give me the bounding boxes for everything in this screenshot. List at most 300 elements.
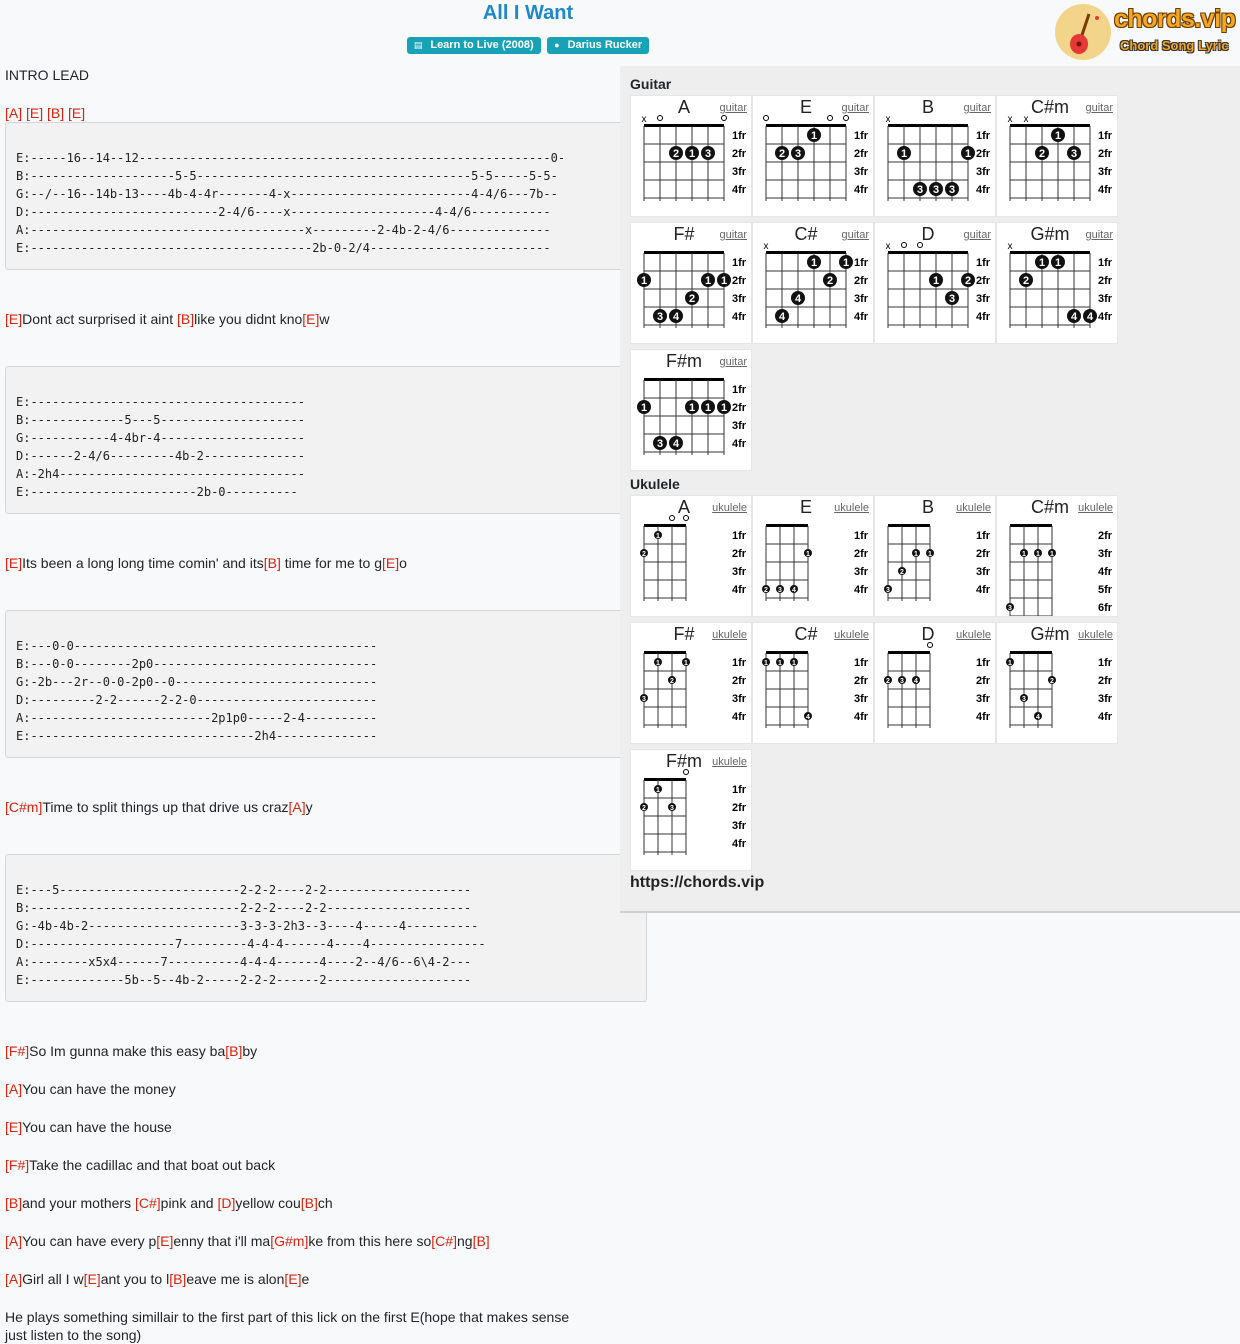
muted-string-marker: x <box>885 114 891 125</box>
svg-text:3: 3 <box>794 148 802 160</box>
lyric-line <box>5 1042 257 1060</box>
finger-dot <box>1067 309 1081 323</box>
lyric-text: just listen to the song) <box>5 1327 142 1343</box>
tab-block <box>5 122 647 270</box>
fret-label: 1fr <box>976 257 991 269</box>
lyric-text: You can have every p <box>22 1233 157 1249</box>
chord-link[interactable]: [E] <box>68 105 86 121</box>
svg-text:1: 1 <box>656 533 660 540</box>
finger-dot <box>1051 128 1065 142</box>
chord-diagram-guitar[interactable] <box>752 95 874 217</box>
chord-link[interactable]: [E] <box>302 311 320 327</box>
tab-text: E:---5-------------------------2-2-2----2-2-------------------- B:-----------------------------2-2-2----2-2-------------------- G:-4b-4b-2---------------------3-3-3-2h3--3----4-----4---------- D:--------------------7---------4-4-4------4----4---------------- A:--------x5x4------7----------4-4-4------4----2--4/6--6\4-2--- E:-------------5b--5--4b-2-----2-2-2------2-------------------- <box>16 883 486 987</box>
svg-text:1: 1 <box>778 660 782 667</box>
chord-diagram-guitar[interactable] <box>630 222 752 344</box>
fret-label: 2fr <box>732 402 747 414</box>
lyric-line <box>5 1156 275 1174</box>
svg-text:2: 2 <box>1038 148 1046 160</box>
muted-string-marker: x <box>885 241 891 252</box>
chord-link[interactable]: [C#] <box>431 1233 457 1249</box>
finger-dot <box>654 531 662 540</box>
fret-label: 1fr <box>1098 257 1113 269</box>
finger-dot <box>762 658 770 667</box>
fret-label: 4fr <box>976 184 991 196</box>
chord-type-link[interactable]: guitar <box>841 229 869 241</box>
chord-link[interactable]: [E] <box>156 1233 174 1249</box>
fret-label: 4fr <box>854 584 869 596</box>
chord-link[interactable]: [A] <box>5 1271 23 1287</box>
svg-text:4: 4 <box>1036 714 1040 721</box>
finger-dot <box>961 273 975 287</box>
finger-dot <box>1020 549 1028 558</box>
fret-label: 2fr <box>732 802 747 814</box>
svg-text:2: 2 <box>778 148 786 160</box>
finger-dot <box>685 291 699 305</box>
svg-text:1: 1 <box>720 402 728 414</box>
lyric-text: ng <box>456 1233 473 1249</box>
chord-type-link[interactable]: ukulele <box>1078 502 1113 514</box>
chord-link[interactable]: [E] <box>83 1271 101 1287</box>
chord-link[interactable]: [B] <box>300 1195 318 1211</box>
finger-dot <box>804 712 812 721</box>
finger-dot <box>1035 146 1049 160</box>
svg-text:3: 3 <box>948 293 956 305</box>
finger-dot <box>701 400 715 414</box>
guitar-icon <box>1055 4 1111 60</box>
chord-link[interactable]: [B] <box>47 105 65 121</box>
lyric-text: Time to split things up that drive us craz <box>42 799 289 815</box>
svg-text:3: 3 <box>1008 605 1012 612</box>
finger-dot <box>1019 273 1033 287</box>
chord-diagram-ukulele[interactable] <box>996 495 1118 617</box>
finger-dot <box>1083 309 1097 323</box>
fret-label: 3fr <box>1098 166 1113 178</box>
fret-label: 3fr <box>976 693 991 705</box>
chord-type-link[interactable]: guitar <box>719 356 747 368</box>
lyric-text: y <box>305 799 313 815</box>
fret-label: 4fr <box>1098 184 1113 196</box>
finger-dot <box>790 585 798 594</box>
svg-text:2: 2 <box>642 805 646 812</box>
logo-subtitle: Chord Song Lyric <box>1120 38 1229 53</box>
lyric-line <box>5 1080 176 1098</box>
lyric-line <box>5 1308 569 1326</box>
chord-link[interactable]: [D] <box>217 1195 236 1211</box>
finger-dot <box>682 658 690 667</box>
fret-label: 1fr <box>732 657 747 669</box>
finger-dot <box>1006 603 1014 612</box>
chord-diagram-guitar[interactable] <box>630 349 752 471</box>
chord-type-link[interactable]: ukulele <box>834 629 869 641</box>
svg-text:1: 1 <box>704 402 712 414</box>
finger-dot <box>668 676 676 685</box>
logo-title: chords.vip <box>1114 5 1236 33</box>
finger-dot <box>1020 694 1028 703</box>
muted-string-marker: x <box>1023 114 1029 125</box>
svg-text:1: 1 <box>810 130 818 142</box>
svg-text:1: 1 <box>842 257 850 269</box>
svg-text:1: 1 <box>1036 551 1040 558</box>
lyric-line <box>5 1118 172 1136</box>
lyric-text: Girl all I w <box>22 1271 84 1287</box>
chord-diagram-ukulele[interactable] <box>630 749 752 871</box>
chord-link[interactable]: [A] <box>5 105 23 121</box>
svg-text:1: 1 <box>688 148 696 160</box>
chord-name: E <box>799 97 812 117</box>
svg-text:1: 1 <box>656 787 660 794</box>
chord-link[interactable]: [E] <box>284 1271 302 1287</box>
lyric-text: ant you to l <box>100 1271 170 1287</box>
lyric-text: time for me to g <box>280 555 382 571</box>
fret-label: 4fr <box>976 584 991 596</box>
chord-link[interactable]: [A] <box>288 799 306 815</box>
svg-text:4: 4 <box>778 311 786 323</box>
artist-badge[interactable] <box>547 37 649 54</box>
fret-label: 1fr <box>732 130 747 142</box>
lyric-text: You can have the house <box>22 1119 172 1135</box>
finger-dot <box>898 676 906 685</box>
chord-diagram-ukulele[interactable] <box>630 622 752 744</box>
lyric-text: pink and <box>160 1195 218 1211</box>
chord-link[interactable]: [A] <box>5 1081 23 1097</box>
chord-type-link[interactable]: ukulele <box>712 502 747 514</box>
chord-diagram-ukulele[interactable] <box>874 495 996 617</box>
svg-text:1: 1 <box>656 660 660 667</box>
fret-label: 3fr <box>732 566 747 578</box>
chord-link[interactable]: [F#] <box>5 1043 30 1059</box>
finger-dot <box>791 291 805 305</box>
svg-text:1: 1 <box>720 275 728 287</box>
fret-label: 4fr <box>732 311 747 323</box>
svg-text:1: 1 <box>1038 257 1046 269</box>
chord-link[interactable]: [E] <box>5 555 23 571</box>
finger-dot <box>1067 146 1081 160</box>
chord-name: F#m <box>666 751 702 771</box>
finger-dot <box>961 146 975 160</box>
finger-dot <box>685 400 699 414</box>
chord-diagram-ukulele[interactable] <box>996 622 1118 744</box>
fret-label: 1fr <box>732 784 747 796</box>
svg-text:4: 4 <box>792 587 796 594</box>
finger-dot <box>790 658 798 667</box>
fret-label: 3fr <box>732 293 747 305</box>
svg-text:3: 3 <box>886 587 890 594</box>
svg-text:4: 4 <box>672 311 680 323</box>
finger-dot <box>654 658 662 667</box>
svg-text:1: 1 <box>928 551 932 558</box>
chord-name: C#m <box>1030 97 1069 117</box>
finger-dot <box>640 694 648 703</box>
svg-text:4: 4 <box>1070 311 1078 323</box>
lyric-text: enny that i'll ma <box>173 1233 271 1249</box>
chord-link[interactable]: [B] <box>176 311 195 327</box>
finger-dot <box>640 549 648 558</box>
chord-diagram-ukulele[interactable] <box>752 622 874 744</box>
svg-text:2: 2 <box>826 275 834 287</box>
site-logo[interactable] <box>1054 3 1240 63</box>
chord-type-link[interactable]: ukulele <box>1078 629 1113 641</box>
fret-label: 3fr <box>854 566 869 578</box>
finger-dot <box>913 182 927 196</box>
finger-dot <box>654 785 662 794</box>
lyric-text: Dont act surprised it aint <box>22 311 177 327</box>
fret-label: 1fr <box>854 530 869 542</box>
lyric-text: You can have the money <box>22 1081 176 1097</box>
finger-dot <box>1048 549 1056 558</box>
chord-link[interactable]: [A] <box>5 1233 23 1249</box>
fret-label: 3fr <box>976 566 991 578</box>
chord-type-link[interactable]: ukulele <box>956 629 991 641</box>
lyric-text: INTRO LEAD <box>5 67 90 83</box>
chord-link[interactable]: [B] <box>263 555 281 571</box>
finger-dot <box>1034 712 1042 721</box>
chord-name: D <box>921 224 935 244</box>
finger-dot <box>1035 255 1049 269</box>
chord-type-link[interactable]: guitar <box>719 102 747 114</box>
finger-dot <box>929 182 943 196</box>
finger-dot <box>775 146 789 160</box>
finger-dot <box>701 146 715 160</box>
finger-dot <box>1051 255 1065 269</box>
chord-type-link[interactable]: guitar <box>1085 102 1113 114</box>
svg-text:3: 3 <box>1070 148 1078 160</box>
fret-label: 4fr <box>732 184 747 196</box>
chord-link[interactable]: [G#m] <box>270 1233 309 1249</box>
muted-string-marker: x <box>1007 241 1013 252</box>
fret-label: 2fr <box>854 548 869 560</box>
chord-link[interactable]: [B] <box>5 1195 23 1211</box>
chord-link[interactable]: [E] <box>26 105 44 121</box>
fret-label: 2fr <box>854 675 869 687</box>
svg-text:3: 3 <box>642 696 646 703</box>
chord-panel <box>620 66 1240 913</box>
fret-label: 1fr <box>732 530 747 542</box>
ukulele-heading: Ukulele <box>630 476 680 492</box>
chord-type-link[interactable]: guitar <box>1085 229 1113 241</box>
svg-text:2: 2 <box>672 148 680 160</box>
chord-link[interactable]: [E] <box>5 311 23 327</box>
fret-label: 1fr <box>854 130 869 142</box>
chord-diagram-ukulele[interactable] <box>752 495 874 617</box>
chord-name: A <box>677 497 690 517</box>
fret-label: 2fr <box>732 675 747 687</box>
album-badge[interactable] <box>407 37 541 54</box>
svg-text:4: 4 <box>1086 311 1094 323</box>
tab-block <box>5 610 647 758</box>
fret-label: 3fr <box>1098 693 1113 705</box>
chord-name: F#m <box>666 351 702 371</box>
artist-badge-label: Darius Rucker <box>567 39 643 51</box>
fret-label: 1fr <box>976 130 991 142</box>
svg-text:1: 1 <box>900 148 908 160</box>
finger-dot <box>945 182 959 196</box>
chord-type-link[interactable]: ukulele <box>712 629 747 641</box>
chord-name: F# <box>673 624 695 644</box>
chord-name: C# <box>794 224 818 244</box>
svg-text:2: 2 <box>642 551 646 558</box>
chord-name: B <box>921 497 934 517</box>
svg-text:1: 1 <box>1054 257 1062 269</box>
chord-diagram-guitar[interactable] <box>874 222 996 344</box>
svg-text:4: 4 <box>806 714 810 721</box>
svg-text:1: 1 <box>964 148 972 160</box>
svg-text:1: 1 <box>704 275 712 287</box>
svg-text:1: 1 <box>1050 551 1054 558</box>
tab-text: E:---0-0------------------------------------------ B:---0-0--------2p0------------------------------- G:-2b---2r--0-0-2p0--0---------------------------- D:---------2-2------2-2-0------------------------- A:-------------------------2p1p0-----2-4---------- E:-------------------------------2h4-------------- <box>16 639 378 743</box>
fret-label: 2fr <box>976 548 991 560</box>
chord-diagram-ukulele[interactable] <box>874 622 996 744</box>
chord-link[interactable]: [B] <box>472 1233 490 1249</box>
finger-dot <box>807 128 821 142</box>
chord-diagram-guitar[interactable] <box>996 95 1118 217</box>
svg-text:2: 2 <box>670 678 674 685</box>
svg-text:1: 1 <box>640 402 648 414</box>
fret-label: 1fr <box>732 257 747 269</box>
tab-text: E:-------------------------------------- B:-------------5---5-------------------- G:-----------4-4br-4-------------------- D:------2-4/6---------4b-2-------------- A:-2h4---------------------------------- E:-----------------------2b-0---------- <box>16 395 305 499</box>
chord-diagram-guitar[interactable] <box>996 222 1118 344</box>
svg-text:2: 2 <box>1022 275 1030 287</box>
chord-type-link[interactable]: ukulele <box>956 502 991 514</box>
chord-link[interactable]: [B] <box>169 1271 187 1287</box>
finger-dot <box>926 549 934 558</box>
fret-label: 3fr <box>732 693 747 705</box>
fret-label: 1fr <box>854 657 869 669</box>
finger-dot <box>791 146 805 160</box>
svg-text:2: 2 <box>886 678 890 685</box>
chord-name: D <box>921 624 935 644</box>
svg-text:3: 3 <box>916 184 924 196</box>
lyric-line <box>5 1270 309 1288</box>
fret-label: 5fr <box>1098 584 1113 596</box>
fret-label: 3fr <box>1098 293 1113 305</box>
chord-link[interactable]: [E] <box>5 1119 23 1135</box>
fret-label: 1fr <box>976 530 991 542</box>
chord-type-link[interactable]: guitar <box>963 102 991 114</box>
svg-text:1: 1 <box>640 275 648 287</box>
finger-dot <box>945 291 959 305</box>
finger-dot <box>839 255 853 269</box>
muted-string-marker: x <box>763 241 769 252</box>
fret-label: 3fr <box>854 166 869 178</box>
fret-label: 4fr <box>732 711 747 723</box>
lyric-line <box>5 1194 333 1212</box>
fret-label: 1fr <box>732 384 747 396</box>
svg-text:3: 3 <box>656 438 664 450</box>
finger-dot <box>929 273 943 287</box>
album-icon: ▤ <box>413 40 423 50</box>
finger-dot <box>912 549 920 558</box>
chord-link[interactable]: [C#] <box>134 1195 161 1211</box>
fret-label: 2fr <box>854 148 869 160</box>
fret-label: 1fr <box>1098 657 1113 669</box>
chord-type-link[interactable]: ukulele <box>834 502 869 514</box>
chord-diagram-guitar[interactable] <box>752 222 874 344</box>
lyric-line <box>5 104 85 122</box>
chord-name: G#m <box>1030 224 1070 244</box>
fret-label: 2fr <box>1098 275 1113 287</box>
svg-text:2: 2 <box>764 587 768 594</box>
fret-label: 2fr <box>732 548 747 560</box>
finger-dot <box>717 400 731 414</box>
finger-dot <box>668 803 676 812</box>
svg-text:3: 3 <box>1022 696 1026 703</box>
fret-label: 2fr <box>976 275 991 287</box>
finger-dot <box>807 255 821 269</box>
lyric-text: ke from this here so <box>308 1233 432 1249</box>
svg-text:2: 2 <box>964 275 972 287</box>
finger-dot <box>669 146 683 160</box>
chord-type-link[interactable]: ukulele <box>712 756 747 768</box>
fret-label: 2fr <box>1098 675 1113 687</box>
chord-type-link[interactable]: guitar <box>841 102 869 114</box>
fret-label: 4fr <box>1098 311 1113 323</box>
lyric-text: e <box>301 1271 310 1287</box>
chord-link[interactable]: [E] <box>382 555 400 571</box>
muted-string-marker: x <box>1007 114 1013 125</box>
finger-dot <box>823 273 837 287</box>
finger-dot <box>637 273 651 287</box>
chord-link[interactable]: [C#m] <box>5 799 43 815</box>
svg-text:3: 3 <box>656 311 664 323</box>
chord-diagram-ukulele[interactable] <box>630 495 752 617</box>
chord-type-link[interactable]: guitar <box>719 229 747 241</box>
finger-dot <box>637 400 651 414</box>
svg-text:1: 1 <box>1054 130 1062 142</box>
lyric-text: and your mothers <box>22 1195 135 1211</box>
chord-diagram-guitar[interactable] <box>630 95 752 217</box>
lyric-text: eave me is alon <box>186 1271 285 1287</box>
fret-label: 2fr <box>1098 148 1113 160</box>
site-url[interactable]: https://chords.vip <box>630 874 765 891</box>
fret-label: 2fr <box>732 148 747 160</box>
fret-label: 4fr <box>976 711 991 723</box>
finger-dot <box>775 309 789 323</box>
chord-type-link[interactable]: guitar <box>963 229 991 241</box>
fret-label: 3fr <box>854 693 869 705</box>
chord-name: A <box>677 97 690 117</box>
chord-link[interactable]: [F#] <box>5 1157 30 1173</box>
fret-label: 4fr <box>854 311 869 323</box>
finger-dot <box>804 549 812 558</box>
svg-text:1: 1 <box>792 660 796 667</box>
fret-label: 3fr <box>732 820 747 832</box>
fret-label: 4fr <box>732 838 747 850</box>
fret-label: 3fr <box>854 293 869 305</box>
fret-label: 1fr <box>976 657 991 669</box>
finger-dot <box>1048 676 1056 685</box>
svg-text:3: 3 <box>704 148 712 160</box>
lyric-text: ch <box>317 1195 333 1211</box>
lyric-line <box>5 66 89 84</box>
tab-block <box>5 854 647 1002</box>
song-badges <box>0 35 1056 54</box>
fret-label: 2fr <box>1098 530 1113 542</box>
fret-label: 2fr <box>976 675 991 687</box>
svg-text:2: 2 <box>1050 678 1054 685</box>
lyric-text: Its been a long long time comin' and its <box>22 555 264 571</box>
lyric-line <box>5 1326 141 1344</box>
lyric-text: Take the cadillac and that boat out back <box>29 1157 276 1173</box>
chord-link[interactable]: [B] <box>225 1043 243 1059</box>
svg-text:1: 1 <box>764 660 768 667</box>
finger-dot <box>669 436 683 450</box>
fret-label: 4fr <box>1098 711 1113 723</box>
chord-diagram-guitar[interactable] <box>874 95 996 217</box>
fret-label: 2fr <box>854 275 869 287</box>
finger-dot <box>776 658 784 667</box>
lyric-line <box>5 554 407 572</box>
svg-text:1: 1 <box>932 275 940 287</box>
